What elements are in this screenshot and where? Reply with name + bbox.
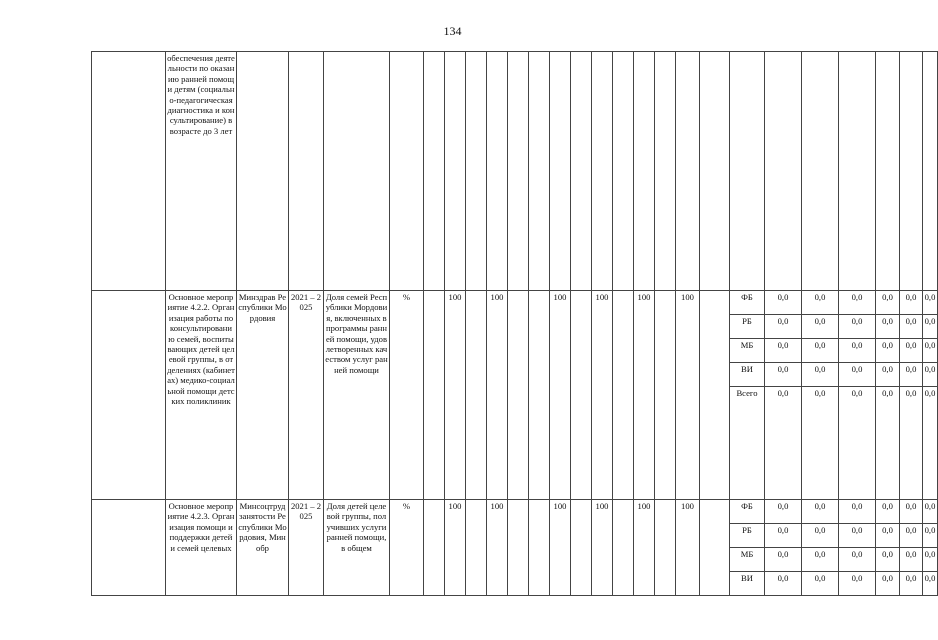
empty-cell bbox=[487, 52, 508, 291]
unit-cell: % bbox=[390, 291, 424, 500]
empty-cell bbox=[529, 52, 550, 291]
funding-value-cell: 0,0 bbox=[839, 524, 876, 548]
empty-cell bbox=[466, 52, 487, 291]
funding-source-cell: МБ bbox=[730, 339, 765, 363]
empty-cell bbox=[592, 52, 613, 291]
table-row bbox=[92, 500, 938, 524]
funding-value-cell: 0,0 bbox=[876, 291, 900, 315]
empty-cell bbox=[923, 52, 938, 291]
funding-value-cell: 0,0 bbox=[839, 315, 876, 339]
empty-cell bbox=[655, 291, 676, 500]
funding-value-cell: 0,0 bbox=[839, 339, 876, 363]
funding-value-cell: 0,0 bbox=[765, 548, 802, 572]
empty-cell bbox=[613, 52, 634, 291]
empty-cell bbox=[529, 291, 550, 500]
funding-value-cell: 0,0 bbox=[900, 315, 923, 339]
funding-value-cell: 0,0 bbox=[923, 339, 938, 363]
empty-cell bbox=[730, 52, 765, 291]
empty-cell bbox=[613, 291, 634, 500]
target-value-cell: 100 bbox=[550, 291, 571, 500]
funding-source-cell: ВИ bbox=[730, 363, 765, 387]
funding-value-cell: 0,0 bbox=[839, 500, 876, 524]
target-value-cell: 100 bbox=[445, 500, 466, 596]
funding-value-cell: 0,0 bbox=[802, 548, 839, 572]
empty-cell bbox=[655, 500, 676, 596]
funding-source-cell: ВИ bbox=[730, 572, 765, 596]
unit-cell: % bbox=[390, 500, 424, 596]
empty-cell bbox=[676, 52, 700, 291]
target-value-cell: 100 bbox=[550, 500, 571, 596]
empty-cell bbox=[700, 52, 730, 291]
funding-value-cell: 0,0 bbox=[765, 500, 802, 524]
page-number: 134 bbox=[443, 24, 462, 38]
empty-cell bbox=[876, 52, 900, 291]
empty-cell bbox=[529, 500, 550, 596]
funding-value-cell: 0,0 bbox=[900, 524, 923, 548]
funding-value-cell: 0,0 bbox=[900, 363, 923, 387]
program-table bbox=[91, 51, 938, 596]
funding-value-cell: 0,0 bbox=[900, 387, 923, 500]
empty-cell bbox=[466, 291, 487, 500]
funding-value-cell: 0,0 bbox=[923, 363, 938, 387]
funding-value-cell: 0,0 bbox=[839, 572, 876, 596]
funding-value-cell: 0,0 bbox=[802, 339, 839, 363]
funding-value-cell: 0,0 bbox=[802, 291, 839, 315]
target-value-cell: 100 bbox=[676, 291, 700, 500]
target-value-cell: 100 bbox=[634, 500, 655, 596]
funding-value-cell: 0,0 bbox=[923, 572, 938, 596]
target-value-cell: 100 bbox=[445, 291, 466, 500]
empty-cell bbox=[634, 52, 655, 291]
empty-cell bbox=[92, 291, 166, 500]
funding-value-cell: 0,0 bbox=[802, 363, 839, 387]
empty-cell bbox=[508, 500, 529, 596]
funding-value-cell: 0,0 bbox=[876, 315, 900, 339]
empty-cell bbox=[839, 52, 876, 291]
empty-cell bbox=[655, 52, 676, 291]
empty-cell bbox=[92, 500, 166, 596]
empty-cell bbox=[324, 52, 390, 291]
measure-description-cell: обеспечения деятельности по оказанию ранней помощи детям (социально-педагогическая диагностика и консультирование) в возрасте до 3 лет bbox=[166, 52, 237, 291]
funding-value-cell: 0,0 bbox=[876, 387, 900, 500]
empty-cell bbox=[289, 52, 324, 291]
funding-value-cell: 0,0 bbox=[765, 524, 802, 548]
funding-value-cell: 0,0 bbox=[802, 572, 839, 596]
funding-value-cell: 0,0 bbox=[876, 548, 900, 572]
funding-value-cell: 0,0 bbox=[839, 387, 876, 500]
empty-cell bbox=[900, 52, 923, 291]
funding-value-cell: 0,0 bbox=[923, 500, 938, 524]
funding-value-cell: 0,0 bbox=[900, 339, 923, 363]
funding-value-cell: 0,0 bbox=[802, 315, 839, 339]
funding-value-cell: 0,0 bbox=[876, 572, 900, 596]
funding-value-cell: 0,0 bbox=[876, 339, 900, 363]
funding-value-cell: 0,0 bbox=[900, 548, 923, 572]
target-value-cell: 100 bbox=[676, 500, 700, 596]
target-value-cell: 100 bbox=[592, 291, 613, 500]
funding-value-cell: 0,0 bbox=[802, 387, 839, 500]
target-value-cell: 100 bbox=[592, 500, 613, 596]
executor-cell: Минздрав Республики Мордовия bbox=[237, 291, 289, 500]
funding-value-cell: 0,0 bbox=[802, 500, 839, 524]
funding-value-cell: 0,0 bbox=[765, 387, 802, 500]
funding-value-cell: 0,0 bbox=[765, 291, 802, 315]
empty-cell bbox=[571, 52, 592, 291]
empty-cell bbox=[424, 52, 445, 291]
period-cell: 2021 – 2025 bbox=[289, 500, 324, 596]
empty-cell bbox=[237, 52, 289, 291]
period-cell: 2021 – 2025 bbox=[289, 291, 324, 500]
funding-source-cell: РБ bbox=[730, 315, 765, 339]
target-value-cell: 100 bbox=[634, 291, 655, 500]
funding-value-cell: 0,0 bbox=[876, 524, 900, 548]
funding-value-cell: 0,0 bbox=[876, 500, 900, 524]
empty-cell bbox=[700, 291, 730, 500]
indicator-cell: Доля детей целевой группы, получивших услуги ранней помощи, в общем bbox=[324, 500, 390, 596]
empty-cell bbox=[802, 52, 839, 291]
empty-cell bbox=[390, 52, 424, 291]
empty-cell bbox=[424, 291, 445, 500]
table-row bbox=[92, 291, 938, 315]
funding-value-cell: 0,0 bbox=[765, 339, 802, 363]
empty-cell bbox=[424, 500, 445, 596]
executor-cell: Минсоцтрудзанятости Республики Мордовия, Минобр bbox=[237, 500, 289, 596]
funding-value-cell: 0,0 bbox=[923, 524, 938, 548]
empty-cell bbox=[445, 52, 466, 291]
empty-cell bbox=[466, 500, 487, 596]
empty-cell bbox=[550, 52, 571, 291]
target-value-cell: 100 bbox=[487, 500, 508, 596]
funding-value-cell: 0,0 bbox=[923, 315, 938, 339]
funding-value-cell: 0,0 bbox=[839, 548, 876, 572]
empty-cell bbox=[613, 500, 634, 596]
funding-value-cell: 0,0 bbox=[900, 500, 923, 524]
funding-value-cell: 0,0 bbox=[839, 363, 876, 387]
funding-value-cell: 0,0 bbox=[765, 315, 802, 339]
empty-cell bbox=[765, 52, 802, 291]
funding-value-cell: 0,0 bbox=[765, 363, 802, 387]
empty-cell bbox=[700, 500, 730, 596]
funding-value-cell: 0,0 bbox=[900, 572, 923, 596]
funding-value-cell: 0,0 bbox=[802, 524, 839, 548]
funding-value-cell: 0,0 bbox=[900, 291, 923, 315]
empty-cell bbox=[571, 291, 592, 500]
funding-source-cell: РБ bbox=[730, 524, 765, 548]
target-value-cell: 100 bbox=[487, 291, 508, 500]
empty-cell bbox=[571, 500, 592, 596]
funding-value-cell: 0,0 bbox=[765, 572, 802, 596]
funding-value-cell: 0,0 bbox=[839, 291, 876, 315]
indicator-cell: Доля семей Республики Мордовия, включенных в программы ранней помощи, удовлетворенных качеством услуг ранней помощи bbox=[324, 291, 390, 500]
empty-cell bbox=[92, 52, 166, 291]
funding-value-cell: 0,0 bbox=[923, 387, 938, 500]
empty-cell bbox=[508, 291, 529, 500]
funding-source-cell: ФБ bbox=[730, 500, 765, 524]
empty-cell bbox=[508, 52, 529, 291]
funding-source-cell: Всего bbox=[730, 387, 765, 500]
measure-name-cell: Основное мероприятие 4.2.2. Организация работы по консультированию семей, воспитывающих детей целевой группы, в отделениях (кабинетах) медико-социальной помощи детских поликлиник bbox=[166, 291, 237, 500]
funding-source-cell: МБ bbox=[730, 548, 765, 572]
funding-source-cell: ФБ bbox=[730, 291, 765, 315]
table-row bbox=[92, 52, 938, 291]
measure-name-cell: Основное мероприятие 4.2.3. Организация помощи и поддержки детей и семей целевых bbox=[166, 500, 237, 596]
funding-value-cell: 0,0 bbox=[923, 291, 938, 315]
funding-value-cell: 0,0 bbox=[876, 363, 900, 387]
funding-value-cell: 0,0 bbox=[923, 548, 938, 572]
